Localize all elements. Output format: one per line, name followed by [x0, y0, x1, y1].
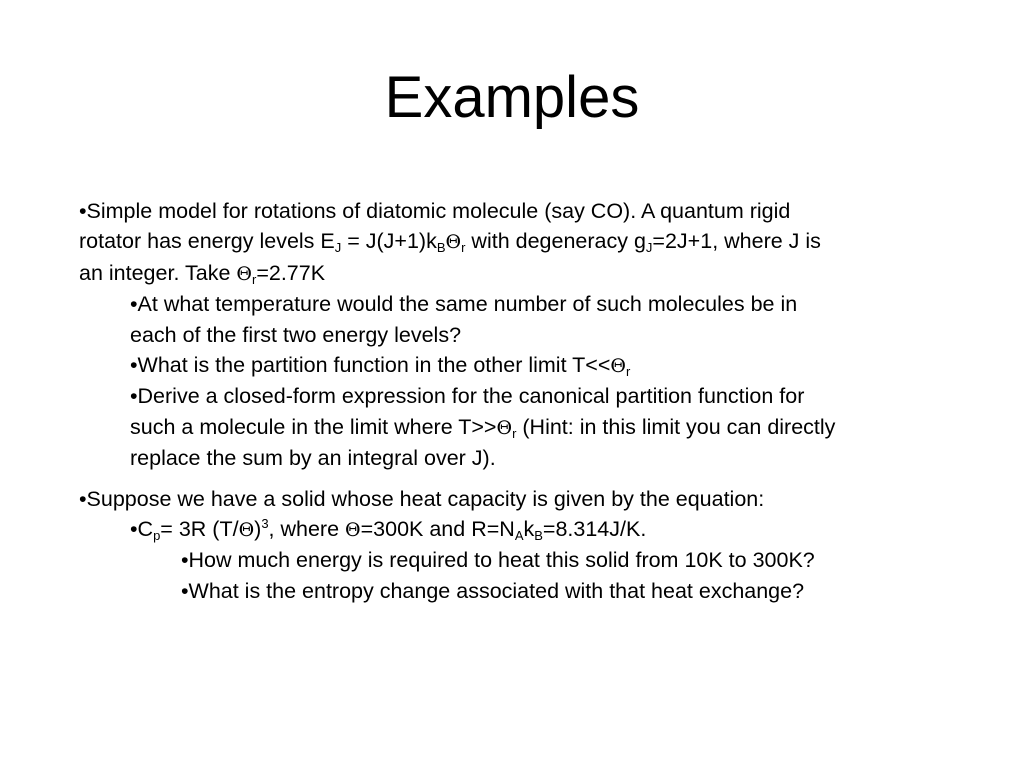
subbullet-temperature-question-line-1: •At what temperature would the same number of such molecules be in: [130, 292, 798, 317]
bullet-rotation-model-line-1: •Simple model for rotations of diatomic molecule (say CO). A quantum rigid: [79, 199, 791, 223]
subsubbullet-energy-question: •How much energy is required to heat this solid from 10K to 300K?: [181, 548, 815, 573]
paragraph-gap: [79, 474, 989, 484]
bullet-rotation-model-line-2: rotator has energy levels $E_J = J(J+1)k_B\Theta_r$ with degeneracy $g_J=2J+1$, where J is: [79, 229, 821, 256]
subbullet-temperature-question-line-2: each of the first two energy levels?: [130, 322, 462, 347]
subbullet-closed-form-line-1: •Derive a closed-form expression for the canonical partition function for: [130, 384, 805, 409]
slide-body: [79, 196, 989, 606]
subbullet-closed-form-line-3: replace the sum by an integral over J).: [130, 446, 496, 471]
subbullet-partition-function-low-limit: •What is the partition function in the other limit $T<<\Theta_r$: [130, 353, 631, 380]
slide-title: Examples: [384, 65, 640, 130]
bullet-solid-heat-capacity: •Suppose we have a solid whose heat capacity is given by the equation:: [79, 486, 765, 511]
subbullet-closed-form-line-2: such a molecule in the limit where $T>>\Theta_r$ (Hint: in this limit you can directly: [130, 414, 836, 441]
bullet-rotation-model-line-3: an integer. Take $\Theta_r=2.77K$: [79, 260, 326, 287]
subsubbullet-entropy-question: •What is the entropy change associated with that heat exchange?: [181, 578, 805, 603]
subbullet-heat-capacity-equation: $•C_p= 3R$ $(T/\Theta)^3$, where Θ=300K and $R=N_Ak_B=8.314J/K$.: [130, 516, 647, 544]
